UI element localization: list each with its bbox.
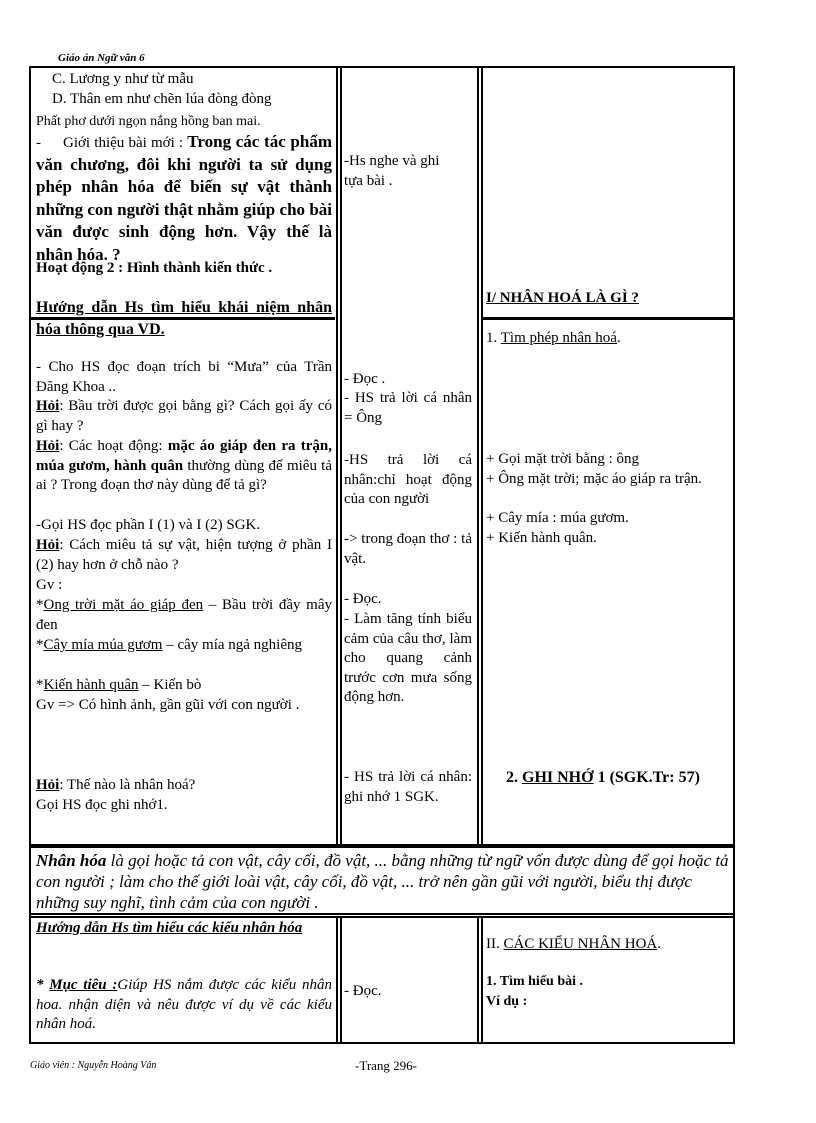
- section-2-sub: 1. Tìm hiểu bài .: [486, 974, 583, 989]
- subsection-1: [486, 329, 621, 349]
- student-response: - Đọc .: [344, 371, 386, 387]
- example-3: [36, 676, 201, 696]
- teacher-conclusion: Gv => Có hình ảnh, gần gũi với con người .: [36, 697, 300, 713]
- column-divider: [340, 66, 342, 846]
- option-c: C. Lương y như từ mẫu: [52, 71, 194, 87]
- section-2-heading: [486, 935, 661, 955]
- column-divider: [336, 66, 338, 846]
- option-d-line2: Phất phơ dưới ngọn nắng hồng ban mai.: [36, 114, 261, 129]
- goal-paragraph: [36, 976, 332, 1035]
- student-response: -Hs nghe và ghi tựa bài .: [344, 153, 440, 189]
- section-2-number: II.: [486, 936, 500, 952]
- question-label: Hỏi: [36, 537, 60, 553]
- student-response: - Đọc.: [344, 983, 382, 999]
- student-response: -> trong đoạn thơ : tả vật.: [344, 531, 472, 567]
- memory-heading: [506, 768, 700, 788]
- answer-line: + Cây mía : múa gươm.: [486, 510, 629, 526]
- subsection-1-title: Tìm phép nhân hoá: [500, 330, 617, 346]
- example-2-meaning: – cây mía ngả nghiêng: [166, 637, 303, 653]
- intro-dash: -: [36, 135, 41, 151]
- example-2: [36, 636, 332, 656]
- memory-title: GHI NHỚ: [522, 769, 594, 786]
- row-divider: [29, 846, 735, 848]
- section-2-example: Ví dụ :: [486, 994, 528, 1009]
- question-3: [36, 536, 332, 575]
- section-1-heading: [486, 289, 639, 309]
- example-1-meaning: – Bầu trời đầy mây đen: [36, 597, 332, 633]
- bullet-star: *: [36, 637, 44, 653]
- row-divider: [29, 916, 735, 918]
- question-2: [36, 437, 332, 496]
- lesson-intro: [36, 131, 332, 266]
- memory-ref: 1 (SGK.Tr: 57): [597, 769, 700, 786]
- question-2-highlight: mặc áo giáp đen ra trận, múa gươm, hành quân: [36, 438, 332, 474]
- question-1: [36, 397, 332, 436]
- goal-star: *: [36, 977, 44, 993]
- definition-term: Nhân hóa: [36, 851, 107, 870]
- column-divider: [477, 916, 479, 1044]
- read-instruction-2: -Gọi HS đọc phần I (1) và I (2) SGK.: [36, 517, 261, 533]
- example-3-phrase: Kiến hành quân: [43, 677, 139, 693]
- section-2-title: CÁC KIỂU NHÂN HOÁ: [503, 936, 658, 952]
- answer-line: + Ông mặt trời; mặc áo giáp ra trận.: [486, 471, 702, 487]
- row-divider: [29, 913, 735, 915]
- bullet-star: *: [36, 597, 44, 613]
- question-label: Hỏi: [36, 438, 60, 454]
- footer-teacher: Giáo viên : Nguyễn Hoàng Vân: [30, 1060, 157, 1071]
- student-response: - Làm tăng tính biểu cảm của câu thơ, làm cho quang cảnh trước cơn mưa sống động hơn.: [344, 611, 472, 705]
- section-1-title: I/ NHÂN HOÁ LÀ GÌ ?: [486, 290, 639, 306]
- column-divider: [481, 66, 483, 846]
- activity-2-title: Hoạt động 2 : Hình thành kiến thức .: [36, 260, 273, 276]
- option-d: D. Thân em như chẽn lúa đòng đòng: [52, 91, 272, 107]
- subsection-1-number: 1.: [486, 330, 498, 346]
- question-label: Hỏi: [36, 777, 60, 793]
- goal-text: Giúp HS nắm được các kiểu nhân hoa. nhận diện và nêu được ví dụ về các kiểu nhân hoá.: [36, 977, 333, 1032]
- column-divider: [336, 916, 338, 1044]
- goal-label: Mục tiêu :: [49, 977, 118, 993]
- answer-line: + Kiến hành quân.: [486, 530, 597, 546]
- column-divider: [477, 66, 479, 846]
- memory-number: 2.: [506, 769, 518, 786]
- question-2-text: : Các hoạt động:: [59, 438, 163, 454]
- subsection-1-dot: .: [616, 330, 621, 346]
- page-header: Giáo án Ngữ văn 6: [58, 52, 145, 64]
- example-1-phrase: Ong trời mặt áo giáp đen: [43, 597, 204, 613]
- question-4-text: : Thế nào là nhân hoá?: [59, 777, 196, 793]
- intro-label: Giới thiệu bài mới :: [63, 135, 184, 151]
- student-response: - HS trả lời cá nhân: ghi nhớ 1 SGK.: [344, 769, 472, 805]
- question-2-rest: thường dùng để miêu tả ai ? Trong đoạn thơ này dùng để tả gì?: [36, 457, 332, 493]
- footer-page-number: -Trang 296-: [355, 1058, 417, 1073]
- row-divider: [481, 317, 735, 320]
- read-instruction: - Cho HS đọc đoạn trích bi “Mưa” của Trần Đăng Khoa ..: [36, 359, 332, 395]
- definition-text: là gọi hoặc tả con vật, cây cối, đồ vật, ... bằng những từ ngữ vốn được dùng để gọi hoặc tả con người ; làm cho thế giới loài vật, cây cối, đồ vật, ... trở nên gần gũi với người, biểu thị được những suy nghĩ, tình cảm của con người .: [36, 851, 729, 912]
- student-response: -HS trả lời cá nhân:chỉ hoạt động của con người: [344, 452, 472, 507]
- column-divider: [481, 916, 483, 1044]
- kinds-guide-heading: Hướng dẫn Hs tìm hiểu các kiểu nhân hóa: [36, 920, 303, 936]
- example-2-phrase: Cây mía múa gươm: [43, 637, 163, 653]
- answer-line: + Gọi mặt trời bằng : ông: [486, 451, 640, 467]
- intro-text: Trong các tác phẩm văn chương, đôi khi người ta sử dụng phép nhân hóa để biến sự vật thành những con người thật nhằm giúp cho bài văn được sinh động hơn. Vậy thế là nhân hóa. ?: [36, 132, 332, 264]
- example-3-meaning: – Kiến bò: [142, 677, 202, 693]
- teacher-note: Gv :: [36, 577, 63, 593]
- definition-box: [36, 850, 730, 913]
- read-instruction-3: Gọi HS đọc ghi nhớ1.: [36, 797, 168, 813]
- example-1: [36, 596, 332, 635]
- student-response: - HS trả lời cá nhân = Ông: [344, 390, 472, 426]
- question-3-text: : Cách miêu tả sự vật, hiện tượng ở phần I (2) hay hơn ở chỗ nào ?: [36, 537, 332, 573]
- column-divider: [340, 916, 342, 1044]
- student-response: - Đọc.: [344, 591, 382, 607]
- section-2-dot: .: [657, 936, 661, 952]
- bullet-star: *: [36, 677, 44, 693]
- guide-heading: Hướng dẫn Hs tìm hiểu khái niệm nhân hóa thông qua VD.: [36, 299, 332, 338]
- question-1-text: : Bầu trời được gọi bằng gì? Cách gọi ấy có gì hay ?: [36, 398, 332, 434]
- question-4: [36, 776, 195, 796]
- question-label: Hỏi: [36, 398, 60, 414]
